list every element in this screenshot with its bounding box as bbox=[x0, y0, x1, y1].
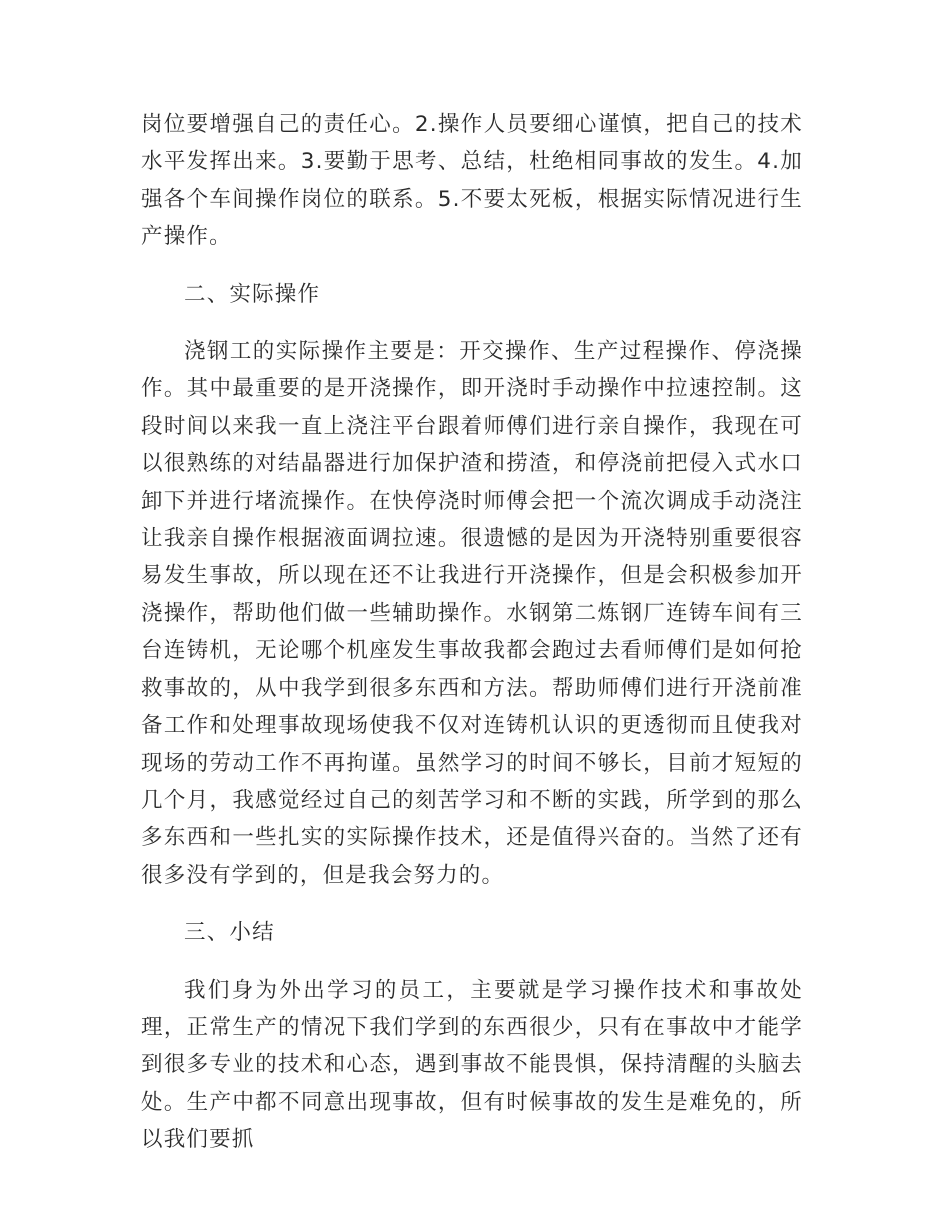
section-heading-summary: 三、小结 bbox=[184, 920, 275, 946]
paragraph-practical-operation: 浇钢工的实际操作主要是：开交操作、生产过程操作、停浇操作。其中最重要的是开浇操作，即开浇时手动操作中拉速控制。这段时间以来我一直上浇注平台跟着师傅们进行亲自操作，我现在可以很熟练的对结晶器进行加保护渣和捞渣，和停浇前把侵入式水口卸下并进行堵流操作。在快停浇时师傅会把一个流次调成手动浇注让我亲自操作根据液面调拉速。很遗憾的是因为开浇特别重要很容易发生事故，所以现在还不让我进行开浇操作，但是会积极参加开浇操作，帮助他们做一些辅助操作。水钢第二炼钢厂连铸车间有三台连铸机，无论哪个机座发生事故我都会跑过去看师傅们是如何抢救事故的，从中我学到很多东西和方法。帮助师傅们进行开浇前准备工作和处理事故现场使我不仅对连铸机认识的更透彻而且使我对现场的劳动工作不再拘谨。虽然学习的时间不够长，目前才短短的几个月，我感觉经过自己的刻苦学习和不断的实践，所学到的那么多东西和一些扎实的实际操作技术，还是值得兴奋的。当然了还有很多没有学到的，但是我会努力的。 bbox=[141, 339, 803, 888]
document-body bbox=[141, 106, 803, 1179]
section-heading-practical-operation: 二、实际操作 bbox=[184, 281, 321, 307]
paragraph-duties-continued: 岗位要增强自己的责任心。2.操作人员要细心谨慎，把自己的技术水平发挥出来。3.要勤于思考、总结，杜绝相同事故的发生。4.加强各个车间操作岗位的联系。5.不要太死板，根据实际情况进行生产操作。 bbox=[141, 112, 803, 250]
paragraph-summary: 我们身为外出学习的员工，主要就是学习操作技术和事故处理，正常生产的情况下我们学到的东西很少，只有在事故中才能学到很多专业的技术和心态，遇到事故不能畏惧，保持清醒的头脑去处。生产中都不同意出现事故，但有时候事故的发生是难免的，所以我们要抓 bbox=[141, 977, 803, 1153]
